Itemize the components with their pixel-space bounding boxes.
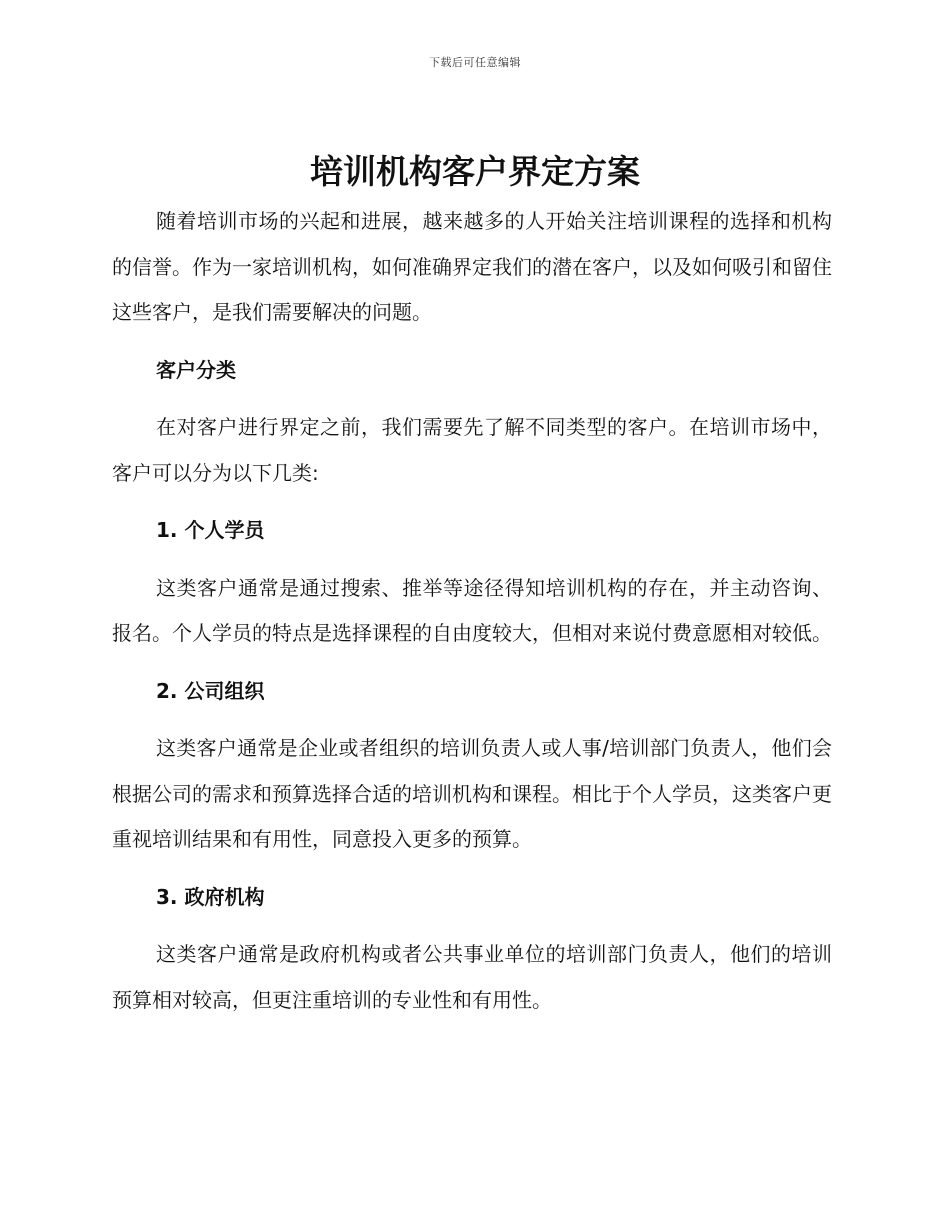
spacer — [112, 393, 832, 405]
category-heading-company: 2. 公司组织 — [156, 678, 265, 703]
spacer — [112, 554, 832, 566]
section-intro-paragraph: 在对客户进行界定之前，我们需要先了解不同类型的客户。在培训市场中，客户可以分为以下几类: — [112, 415, 832, 485]
category-text-individual: 这类客户通常是通过搜索、推举等途径得知培训机构的存在，并主动咨询、报名。个人学员的特点是选择课程的自由度较大，但相对来说付费意愿相对较低。 — [112, 575, 832, 645]
category-heading-government: 3. 政府机构 — [156, 884, 265, 909]
category-text-government: 这类客户通常是政府机构或者公共事业单位的培训部门负责人，他们的培训预算相对较高，但更注重培训的专业性和有用性。 — [112, 942, 832, 1012]
document-body — [112, 199, 832, 1023]
spacer — [112, 714, 832, 726]
spacer — [112, 863, 832, 875]
intro-paragraph: 随着培训市场的兴起和进展，越来越多的人开始关注培训课程的选择和机构的信誉。作为一家培训机构，如何准确界定我们的潜在客户，以及如何吸引和留住这些客户，是我们需要解决的问题。 — [112, 209, 832, 324]
category-text-company: 这类客户通常是企业或者组织的培训负责人或人事/培训部门负责人，他们会根据公司的需求和预算选择合适的培训机构和课程。相比于个人学员，这类客户更重视培训结果和有用性，同意投入更多的预算。 — [112, 736, 832, 851]
document-title: 培训机构客户界定方案 — [310, 152, 640, 191]
page-header-note: 下载后可任意编辑 — [429, 56, 521, 69]
category-heading-individual: 1. 个人学员 — [156, 518, 265, 542]
spacer — [112, 496, 832, 508]
spacer — [112, 657, 832, 669]
section-heading-customer-categories: 客户分类 — [156, 357, 236, 382]
spacer — [112, 920, 832, 932]
spacer — [112, 336, 832, 348]
